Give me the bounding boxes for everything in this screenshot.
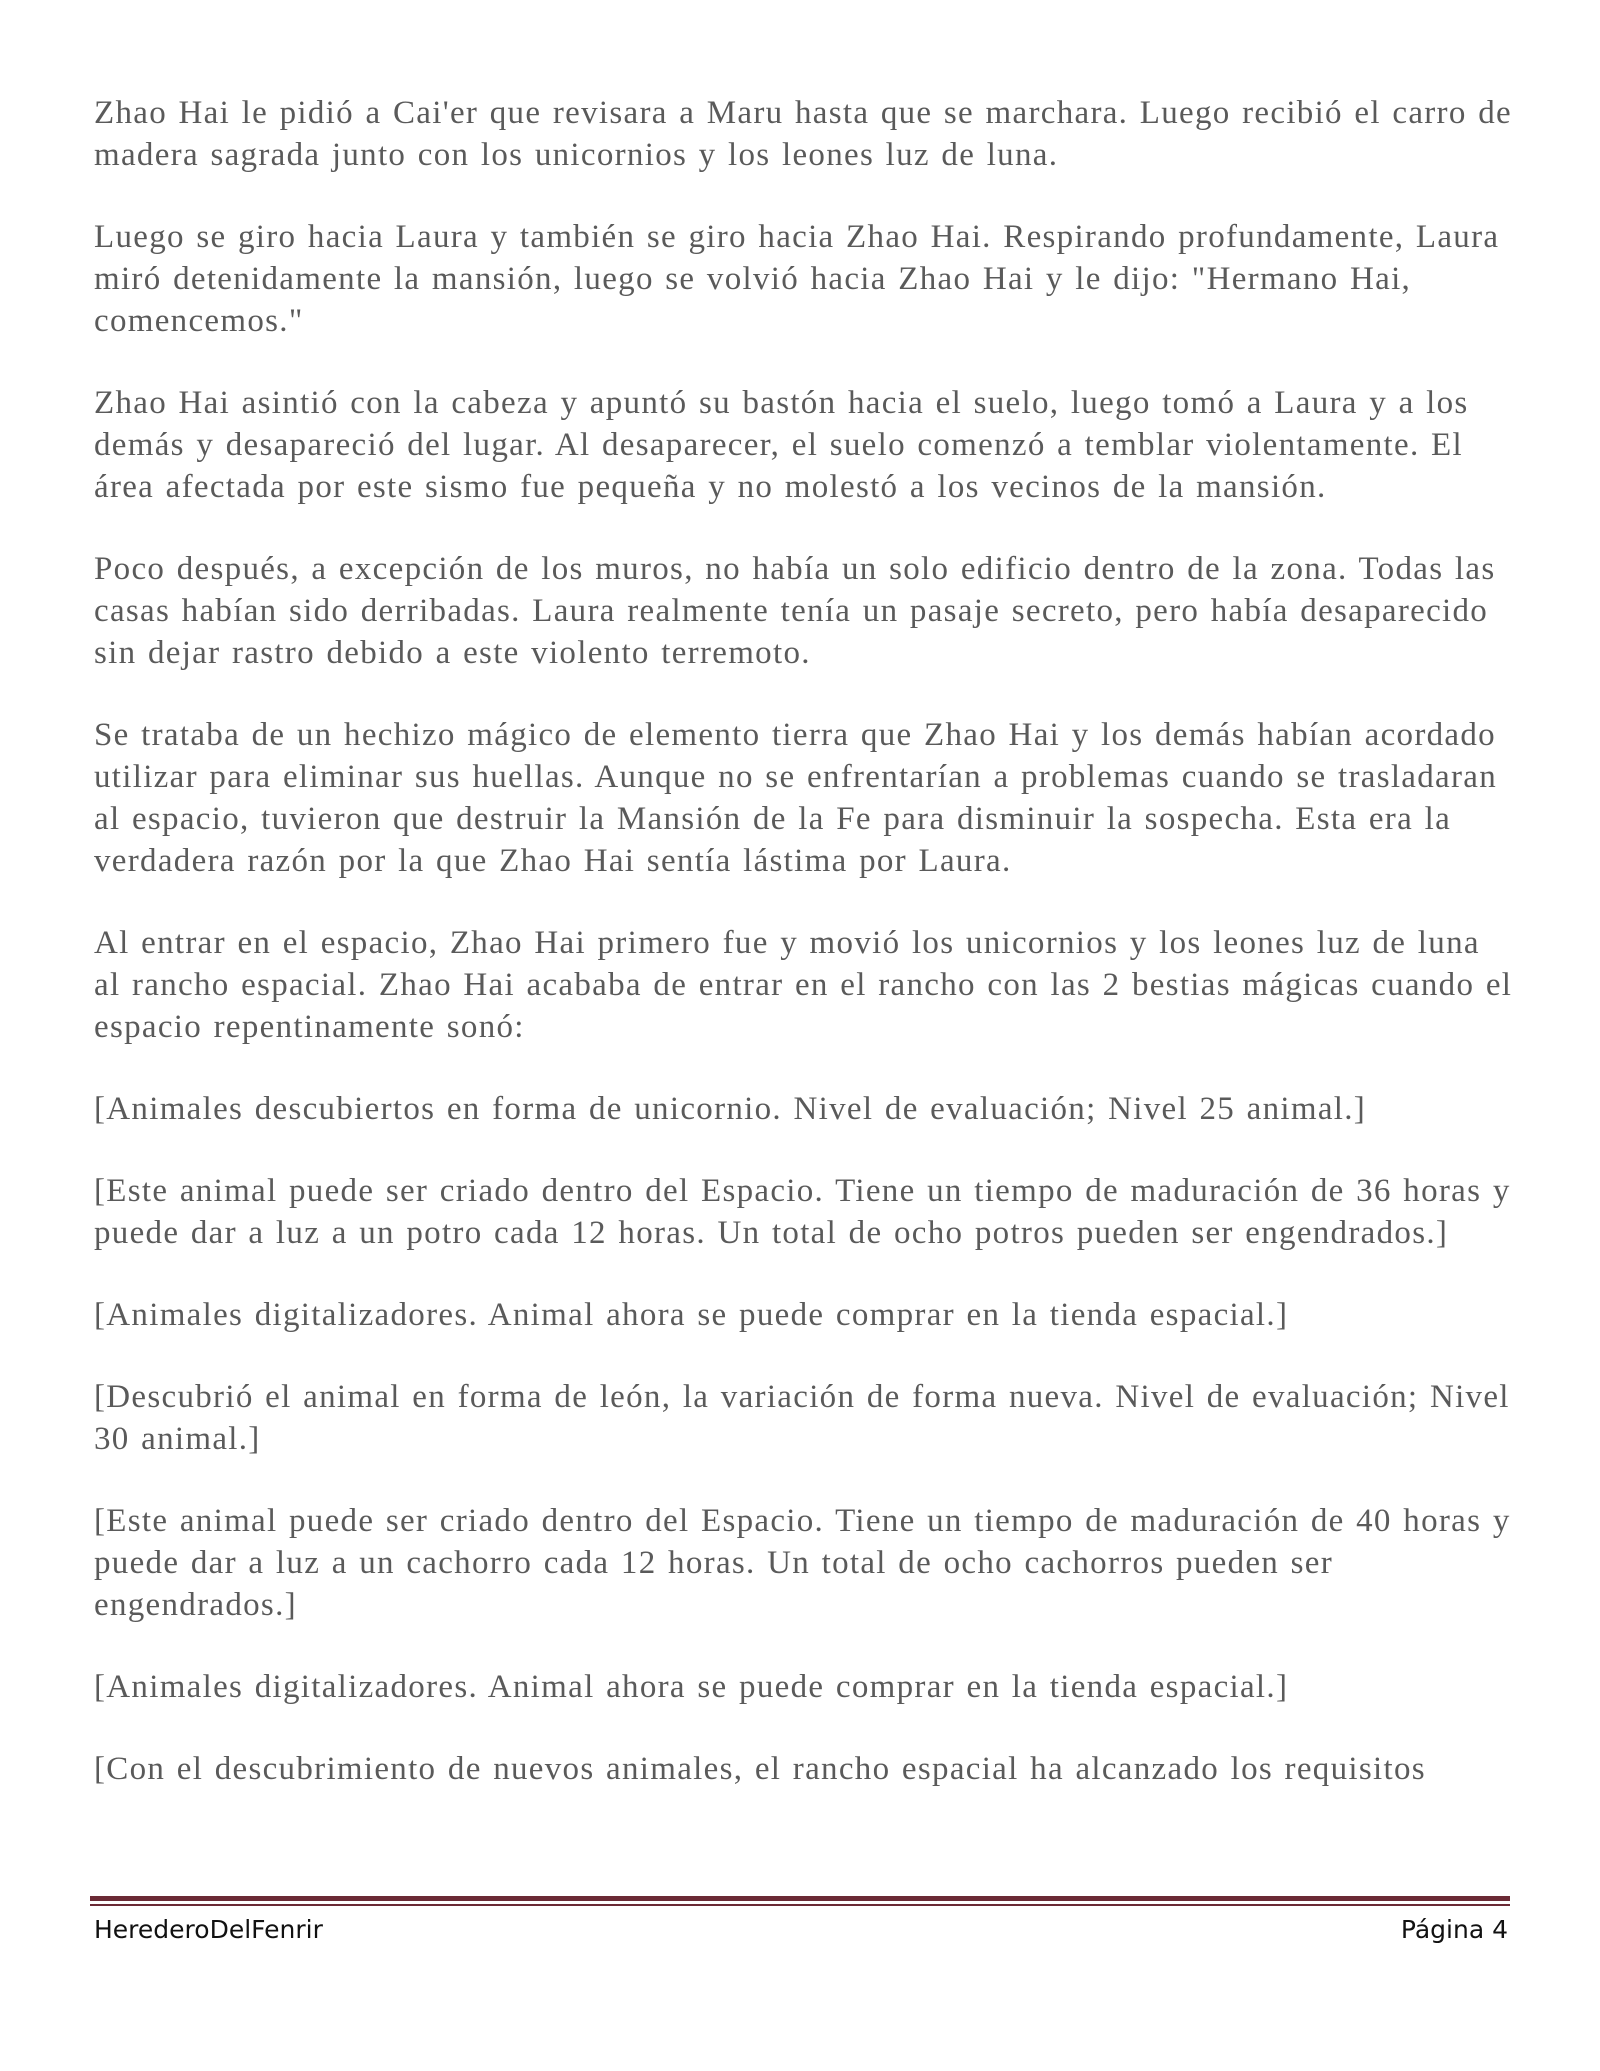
paragraph: Zhao Hai asintió con la cabeza y apuntó su bastón hacia el suelo, luego tomó a Laura y a los demás y desapareció del lugar. Al desaparecer, el suelo comenzó a temblar violentamente. El área afectada por este sismo fue pequeña y no molestó a los vecinos de la mansión. xyxy=(94,385,1469,505)
paragraph: [Animales descubiertos en forma de unicornio. Nivel de evaluación; Nivel 25 animal.] xyxy=(94,1091,1367,1127)
paragraph: [Descubrió el animal en forma de león, la variación de forma nueva. Nivel de evaluación; Nivel 30 animal.] xyxy=(94,1379,1510,1457)
document-body xyxy=(94,92,1514,1830)
paragraph: Luego se giro hacia Laura y también se giro hacia Zhao Hai. Respirando profundamente, Laura miró detenidamente la mansión, luego se volvió hacia Zhao Hai y le dijo: "Hermano Hai, comencemos." xyxy=(94,219,1500,339)
paragraph: Al entrar en el espacio, Zhao Hai primero fue y movió los unicornios y los leones luz de luna al rancho espacial. Zhao Hai acababa de entrar en el rancho con las 2 bestias mágicas cuando el espacio repentinamente sonó: xyxy=(94,925,1513,1045)
paragraph: [Animales digitalizadores. Animal ahora se puede comprar en la tienda espacial.] xyxy=(94,1669,1289,1705)
paragraph: Se trataba de un hechizo mágico de elemento tierra que Zhao Hai y los demás habían acordado utilizar para eliminar sus huellas. Aunque no se enfrentarían a problemas cuando se trasladaran al espacio, tuvieron que destruir la Mansión de la Fe para disminuir la sospecha. Esta era la verdadera razón por la que Zhao Hai sentía lástima por Laura. xyxy=(94,717,1498,879)
footer-divider-thick xyxy=(90,1896,1510,1901)
footer-page-number: Página 4 xyxy=(1400,1915,1508,1944)
paragraph: [Este animal puede ser criado dentro del Espacio. Tiene un tiempo de maduración de 40 horas y puede dar a luz a un cachorro cada 12 horas. Un total de ocho cachorros pueden ser engendrados.] xyxy=(94,1503,1511,1623)
footer-author: HerederoDelFenrir xyxy=(94,1915,323,1944)
paragraph: Poco después, a excepción de los muros, no había un solo edificio dentro de la zona. Todas las casas habían sido derribadas. Laura realmente tenía un pasaje secreto, pero había desaparecido sin dejar rastro debido a este violento terremoto. xyxy=(94,551,1496,671)
paragraph: [Este animal puede ser criado dentro del Espacio. Tiene un tiempo de maduración de 36 horas y puede dar a luz a un potro cada 12 horas. Un total de ocho potros pueden ser engendrados.] xyxy=(94,1173,1511,1251)
footer-divider-thin xyxy=(90,1904,1510,1906)
paragraph: Zhao Hai le pidió a Cai'er que revisara a Maru hasta que se marchara. Luego recibió el carro de madera sagrada junto con los unicornios y los leones luz de luna. xyxy=(94,95,1512,173)
paragraph: [Con el descubrimiento de nuevos animales, el rancho espacial ha alcanzado los requisitos xyxy=(94,1751,1426,1787)
paragraph: [Animales digitalizadores. Animal ahora se puede comprar en la tienda espacial.] xyxy=(94,1297,1289,1333)
